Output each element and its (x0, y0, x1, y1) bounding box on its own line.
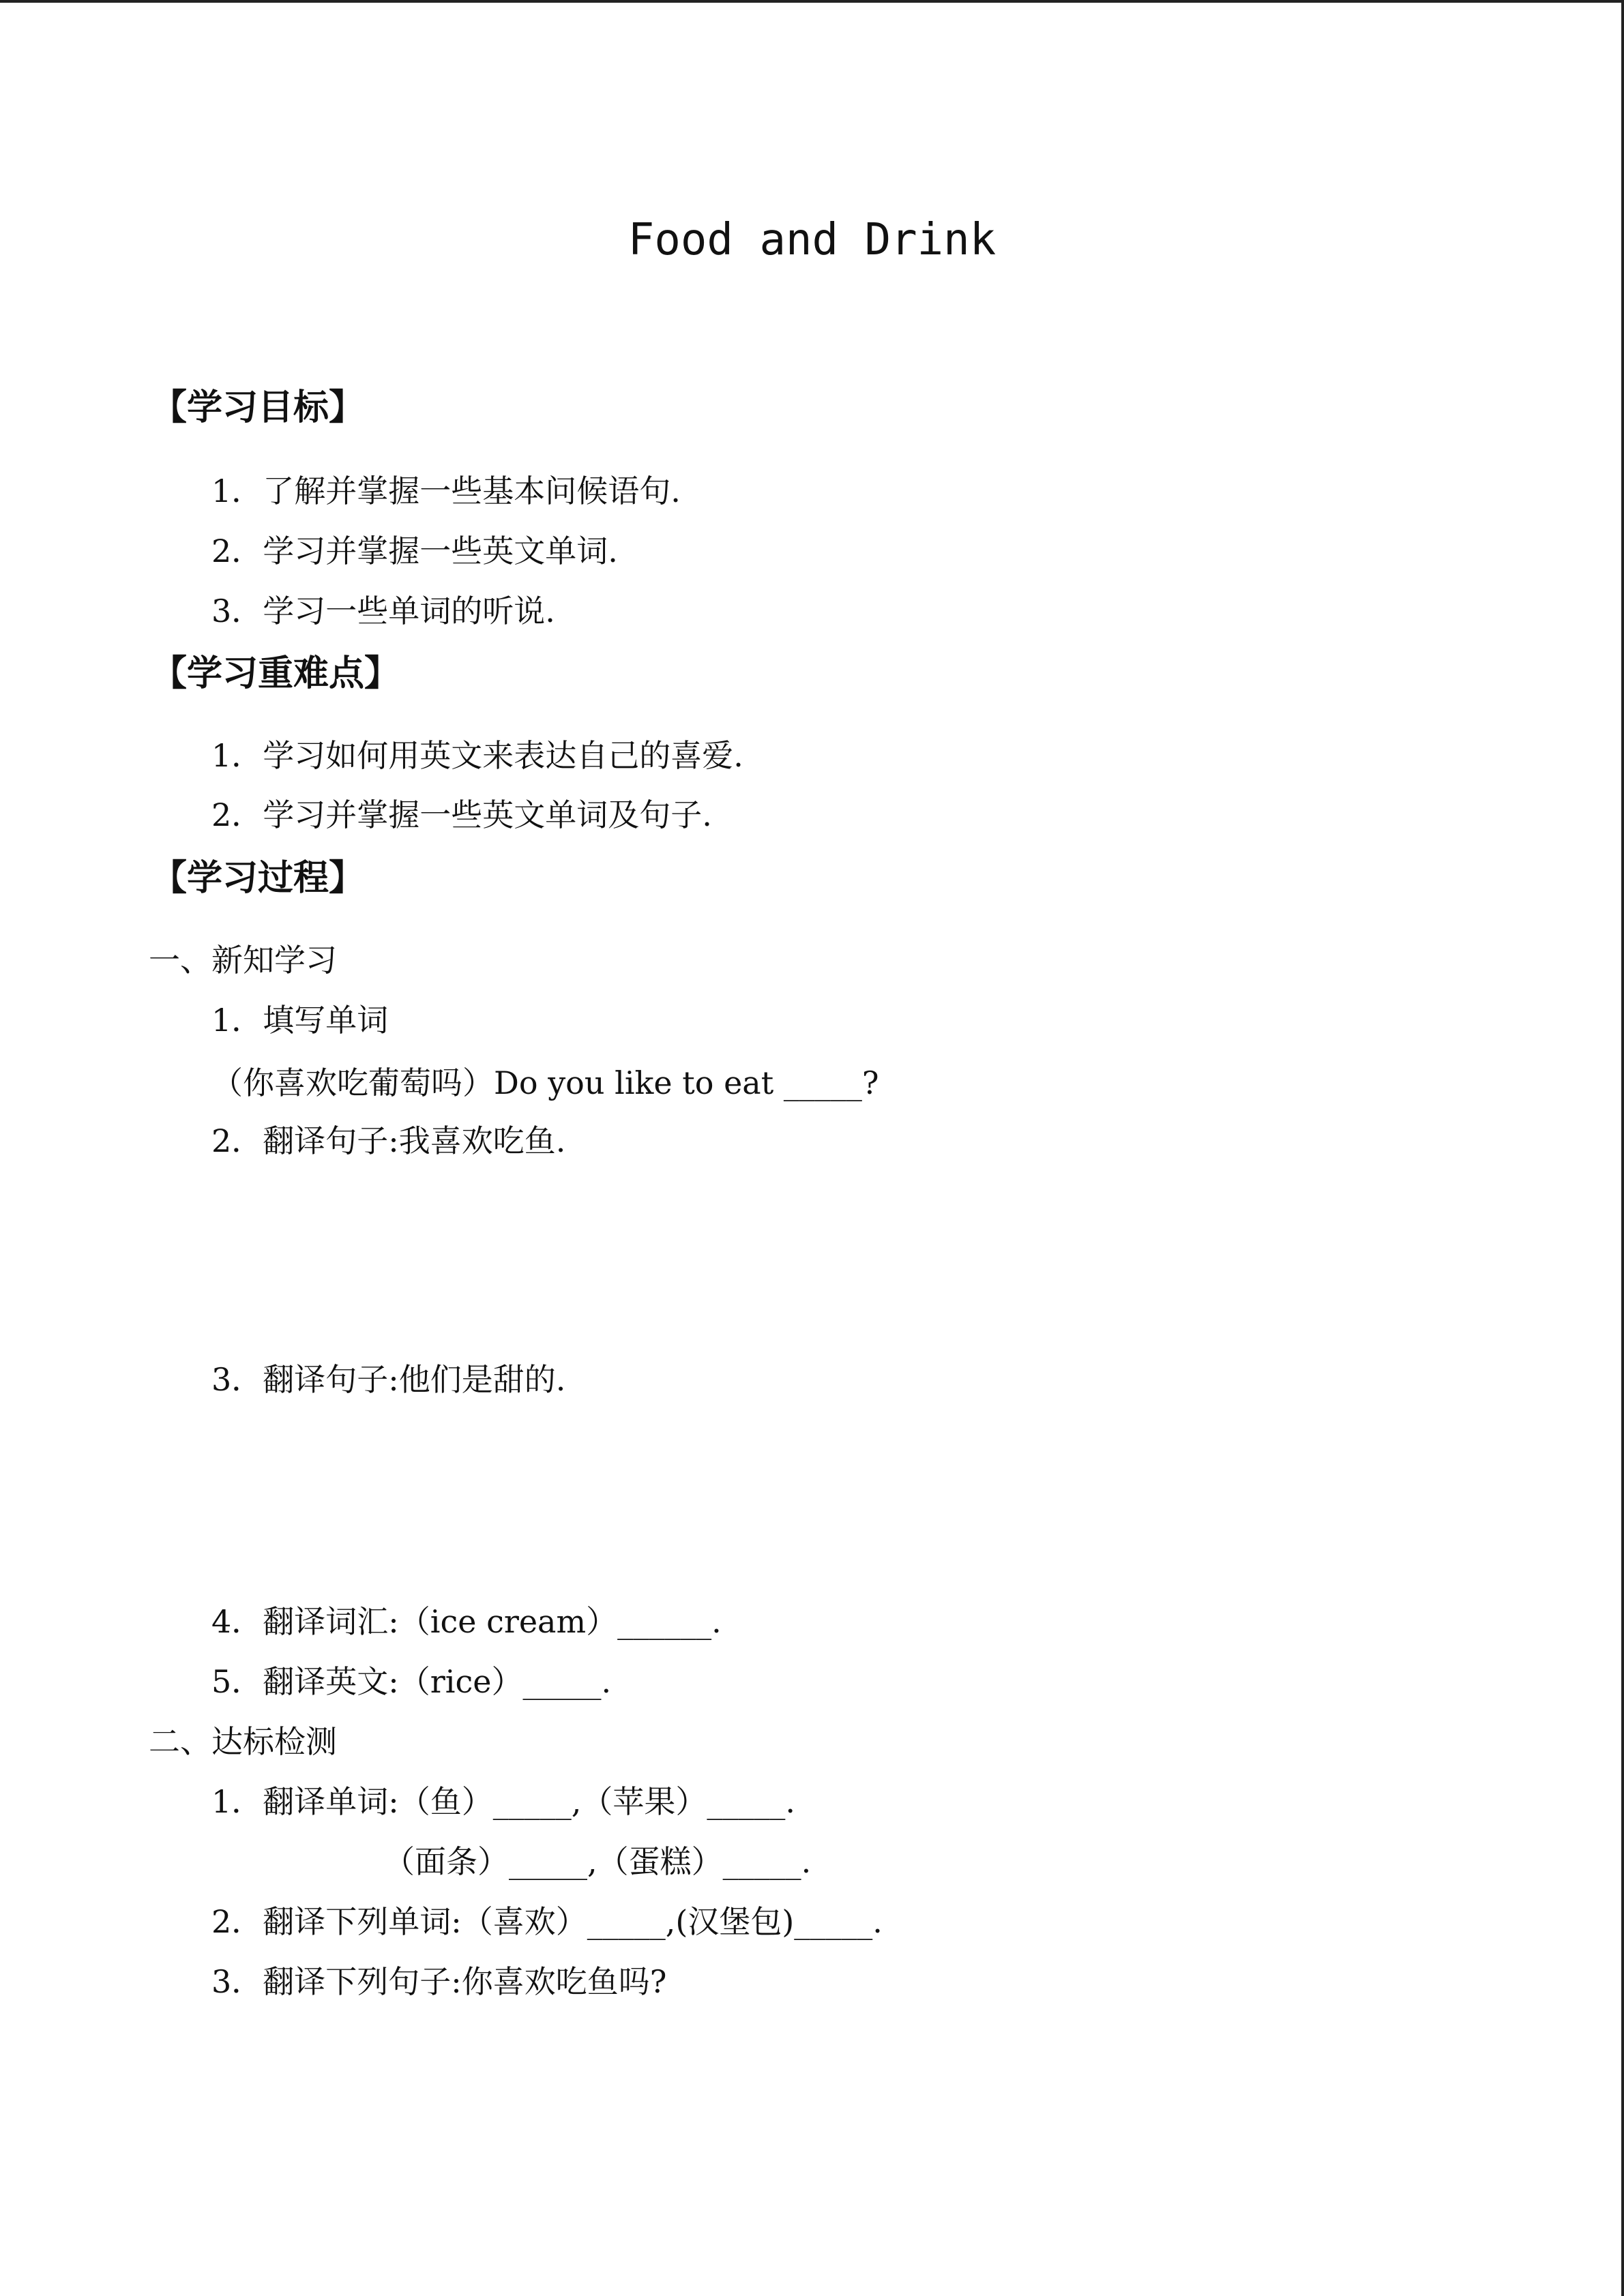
page-right-border (1621, 0, 1624, 2296)
page-title: Food and Drink (628, 215, 996, 265)
section1-item-4: 4．翻译词汇:（ice cream）______. (211, 1603, 722, 1640)
section2-item-3: 3．翻译下列句子:你喜欢吃鱼吗? (211, 1963, 667, 2000)
section2-item-1: 1．翻译单词:（鱼）_____,（苹果）_____. (211, 1783, 796, 1820)
section1-item-3: 3．翻译句子:他们是甜的. (211, 1361, 566, 1398)
goal-item-2: 2．学习并掌握一些英文单词. (211, 533, 618, 569)
key-point-item-1: 1．学习如何用英文来表达自己的喜爱. (211, 737, 743, 774)
section1-heading: 一、新知学习 (149, 942, 337, 979)
goal-item-3: 3．学习一些单词的听说. (211, 593, 555, 629)
section2-item-1-continued: （面条）_____,（蛋糕）_____. (383, 1843, 812, 1880)
section2-heading: 二、达标检测 (149, 1723, 337, 1760)
page-top-border (0, 0, 1624, 3)
section2-item-2: 2．翻译下列单词:（喜欢）_____,(汉堡包)_____. (211, 1903, 883, 1940)
section1-item-5: 5．翻译英文:（rice）_____. (211, 1663, 612, 1700)
section1-item-2: 2．翻译句子:我喜欢吃鱼. (211, 1122, 566, 1159)
section1-item-1: 1．填写单词 (211, 1002, 389, 1039)
goal-item-1: 1．了解并掌握一些基本问候语句. (211, 473, 681, 509)
process-heading: 【学习过程】 (151, 858, 365, 899)
goals-heading: 【学习目标】 (151, 387, 365, 428)
section1-item-1-sentence: （你喜欢吃葡萄吗）Do you like to eat _____? (211, 1064, 879, 1101)
key-point-item-2: 2．学习并掌握一些英文单词及句子. (211, 796, 712, 833)
key-points-heading: 【学习重难点】 (151, 653, 400, 694)
